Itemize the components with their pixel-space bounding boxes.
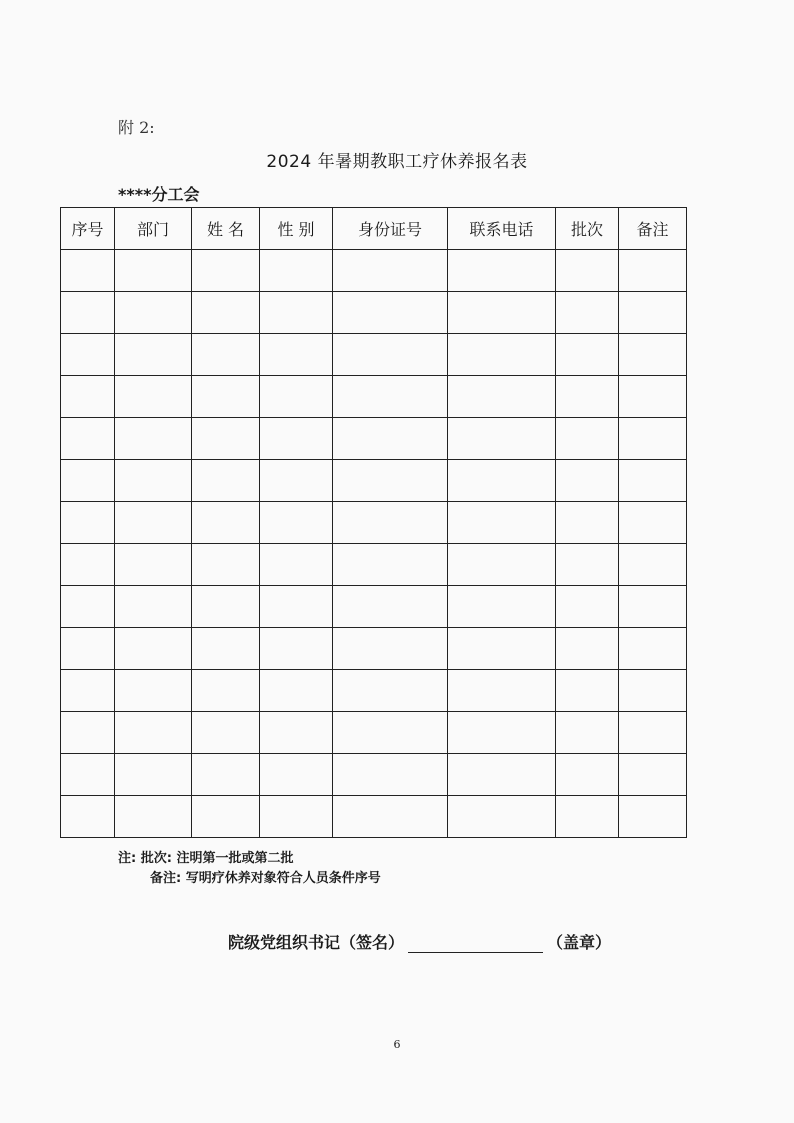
header-batch: 批次	[556, 208, 619, 250]
table-cell[interactable]	[448, 670, 556, 712]
table-cell[interactable]	[619, 544, 687, 586]
table-cell[interactable]	[115, 334, 192, 376]
table-cell[interactable]	[556, 796, 619, 838]
table-cell[interactable]	[619, 418, 687, 460]
table-cell[interactable]	[115, 502, 192, 544]
header-serial: 序号	[61, 208, 115, 250]
header-remarks: 备注	[619, 208, 687, 250]
table-cell[interactable]	[333, 418, 448, 460]
table-cell[interactable]	[448, 544, 556, 586]
table-cell[interactable]	[61, 250, 115, 292]
header-department: 部门	[115, 208, 192, 250]
table-cell[interactable]	[260, 628, 333, 670]
table-cell[interactable]	[333, 712, 448, 754]
table-cell[interactable]	[61, 418, 115, 460]
table-row	[61, 754, 687, 796]
table-cell[interactable]	[619, 376, 687, 418]
table-row	[61, 586, 687, 628]
table-cell[interactable]	[61, 376, 115, 418]
table-cell[interactable]	[448, 796, 556, 838]
table-cell[interactable]	[619, 670, 687, 712]
table-cell[interactable]	[619, 502, 687, 544]
table-cell[interactable]	[619, 460, 687, 502]
table-cell[interactable]	[115, 754, 192, 796]
table-cell[interactable]	[556, 250, 619, 292]
table-cell[interactable]	[260, 250, 333, 292]
signature-label: 院级党组织书记（签名）	[228, 933, 405, 952]
table-row	[61, 418, 687, 460]
table-cell[interactable]	[115, 712, 192, 754]
table-cell[interactable]	[448, 754, 556, 796]
table-cell[interactable]	[260, 670, 333, 712]
table-cell[interactable]	[192, 670, 260, 712]
table-cell[interactable]	[192, 712, 260, 754]
table-cell[interactable]	[448, 250, 556, 292]
note-remarks: 备注: 写明疗休养对象符合人员条件序号	[150, 871, 381, 886]
table-cell[interactable]	[619, 628, 687, 670]
table-cell[interactable]	[556, 670, 619, 712]
table-cell[interactable]	[448, 712, 556, 754]
table-cell[interactable]	[448, 292, 556, 334]
table-cell[interactable]	[333, 544, 448, 586]
table-cell[interactable]	[192, 292, 260, 334]
table-cell[interactable]	[61, 460, 115, 502]
table-cell[interactable]	[556, 292, 619, 334]
table-cell[interactable]	[619, 250, 687, 292]
table-cell[interactable]	[619, 586, 687, 628]
table-cell[interactable]	[61, 754, 115, 796]
note-batch: 注: 批次: 注明第一批或第二批	[118, 851, 294, 866]
table-cell[interactable]	[333, 502, 448, 544]
table-cell[interactable]	[448, 376, 556, 418]
table-cell[interactable]	[192, 628, 260, 670]
table-cell[interactable]	[260, 796, 333, 838]
table-cell[interactable]	[556, 460, 619, 502]
table-cell[interactable]	[192, 250, 260, 292]
table-cell[interactable]	[448, 628, 556, 670]
table-cell[interactable]	[115, 292, 192, 334]
signature-blank[interactable]	[408, 934, 543, 953]
table-cell[interactable]	[260, 502, 333, 544]
table-body	[61, 250, 687, 838]
table-cell[interactable]	[260, 712, 333, 754]
table-cell[interactable]	[333, 586, 448, 628]
table-row	[61, 670, 687, 712]
table-cell[interactable]	[260, 586, 333, 628]
table-row	[61, 376, 687, 418]
table-cell[interactable]	[448, 502, 556, 544]
table-cell[interactable]	[333, 754, 448, 796]
table-cell[interactable]	[556, 334, 619, 376]
form-title: 2024 年暑期教职工疗休养报名表	[266, 152, 528, 172]
table-row	[61, 292, 687, 334]
table-cell[interactable]	[619, 292, 687, 334]
table-cell[interactable]	[115, 586, 192, 628]
table-cell[interactable]	[448, 418, 556, 460]
table-cell[interactable]	[260, 418, 333, 460]
table-cell[interactable]	[115, 250, 192, 292]
table-cell[interactable]	[61, 670, 115, 712]
table-cell[interactable]	[192, 586, 260, 628]
table-cell[interactable]	[115, 628, 192, 670]
table-cell[interactable]	[556, 376, 619, 418]
table-cell[interactable]	[115, 670, 192, 712]
table-cell[interactable]	[448, 334, 556, 376]
table-cell[interactable]	[260, 544, 333, 586]
table-cell[interactable]	[192, 796, 260, 838]
attachment-label: 附 2:	[118, 118, 155, 137]
table-cell[interactable]	[61, 796, 115, 838]
table-cell[interactable]	[192, 502, 260, 544]
table-row	[61, 628, 687, 670]
table-cell[interactable]	[619, 754, 687, 796]
table-cell[interactable]	[260, 460, 333, 502]
table-cell[interactable]	[333, 376, 448, 418]
table-row	[61, 250, 687, 292]
table-cell[interactable]	[192, 376, 260, 418]
table-cell[interactable]	[115, 796, 192, 838]
table-row	[61, 502, 687, 544]
signature-line	[228, 930, 611, 953]
table-header-row	[61, 208, 687, 250]
table-cell[interactable]	[260, 376, 333, 418]
table-cell[interactable]	[556, 586, 619, 628]
table-cell[interactable]	[61, 544, 115, 586]
table-cell[interactable]	[556, 502, 619, 544]
table-row	[61, 712, 687, 754]
table-cell[interactable]	[192, 754, 260, 796]
table-cell[interactable]	[619, 334, 687, 376]
table-cell[interactable]	[61, 712, 115, 754]
table-cell[interactable]	[260, 334, 333, 376]
table-cell[interactable]	[260, 754, 333, 796]
table-cell[interactable]	[61, 586, 115, 628]
table-cell[interactable]	[192, 418, 260, 460]
table-cell[interactable]	[556, 628, 619, 670]
table-cell[interactable]	[333, 250, 448, 292]
table-cell[interactable]	[333, 628, 448, 670]
table-cell[interactable]	[556, 712, 619, 754]
table-cell[interactable]	[115, 418, 192, 460]
table-cell[interactable]	[115, 460, 192, 502]
table-cell[interactable]	[333, 796, 448, 838]
table-cell[interactable]	[115, 376, 192, 418]
union-label: ****分工会	[118, 185, 200, 204]
table-cell[interactable]	[115, 544, 192, 586]
table-row	[61, 460, 687, 502]
table-cell[interactable]	[192, 334, 260, 376]
header-phone: 联系电话	[448, 208, 556, 250]
table-cell[interactable]	[556, 754, 619, 796]
table-cell[interactable]	[619, 796, 687, 838]
stamp-label: （盖章）	[547, 933, 612, 952]
table-row	[61, 334, 687, 376]
table-cell[interactable]	[448, 460, 556, 502]
table-row	[61, 796, 687, 838]
header-gender: 性 别	[260, 208, 333, 250]
table-row	[61, 544, 687, 586]
table-cell[interactable]	[333, 334, 448, 376]
table-cell[interactable]	[260, 292, 333, 334]
registration-table	[60, 207, 687, 838]
table-cell[interactable]	[61, 334, 115, 376]
table-cell[interactable]	[61, 502, 115, 544]
page-number: 6	[393, 1038, 401, 1051]
table-cell[interactable]	[556, 544, 619, 586]
table-cell[interactable]	[333, 292, 448, 334]
table-cell[interactable]	[61, 292, 115, 334]
table-cell[interactable]	[192, 460, 260, 502]
table-cell[interactable]	[61, 628, 115, 670]
table-cell[interactable]	[333, 460, 448, 502]
table-cell[interactable]	[192, 544, 260, 586]
header-id-number: 身份证号	[333, 208, 448, 250]
table-cell[interactable]	[448, 586, 556, 628]
header-name: 姓 名	[192, 208, 260, 250]
table-cell[interactable]	[619, 712, 687, 754]
table-cell[interactable]	[333, 670, 448, 712]
table-cell[interactable]	[556, 418, 619, 460]
